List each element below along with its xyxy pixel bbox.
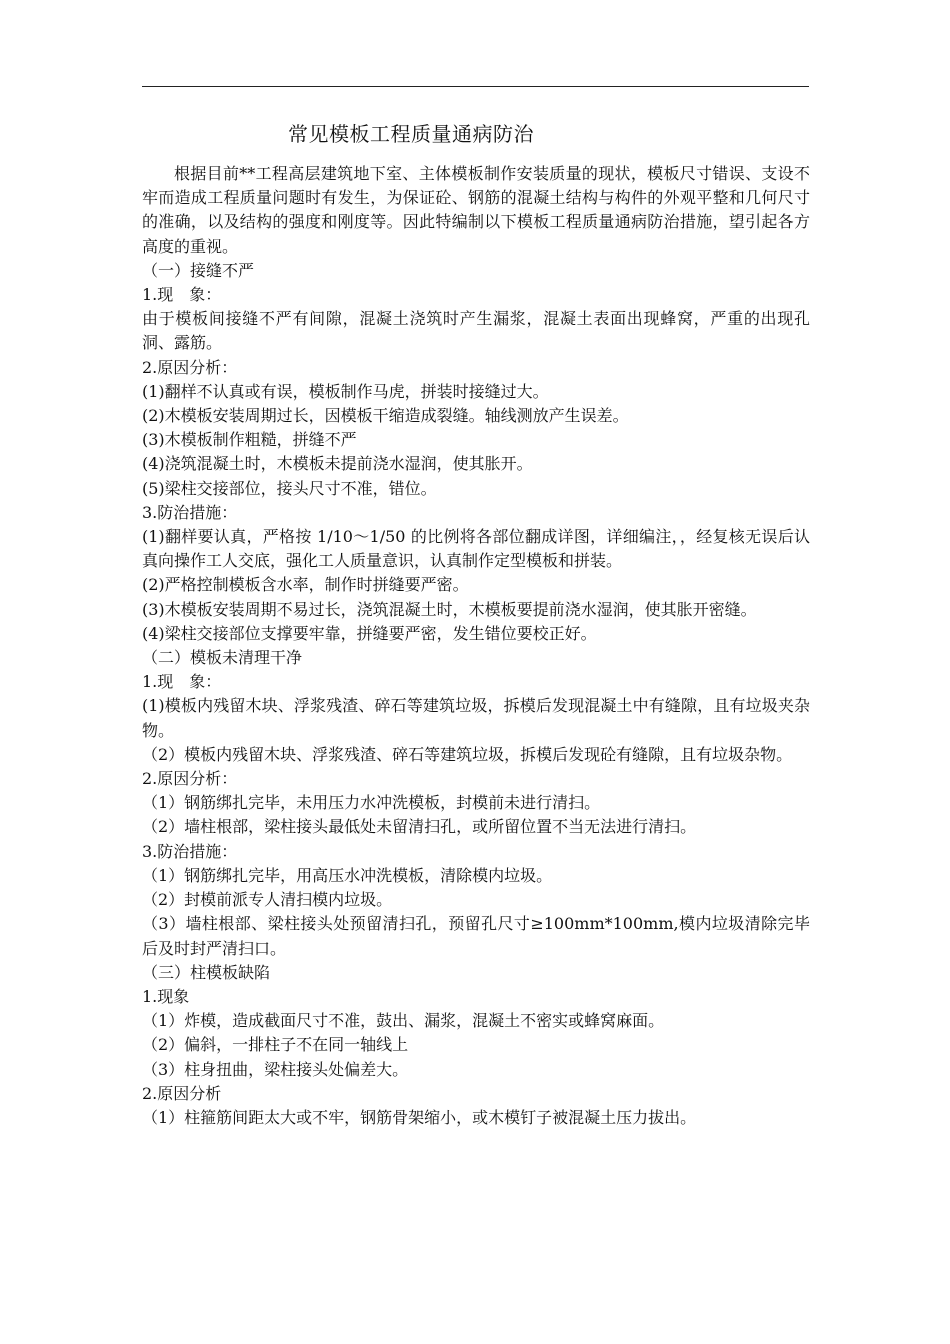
body-paragraph: (2)木模板安装周期过长，因模板干缩造成裂缝。轴线测放产生误差。 (142, 406, 629, 426)
body-paragraph: 2.原因分析： (142, 357, 238, 377)
body-paragraph: 3.防治措施： (142, 502, 238, 522)
document-body (142, 162, 810, 1130)
body-paragraph: (1)模板内残留木块、浮浆残渣、碎石等建筑垃圾，拆模后发现混凝土中有缝隙，且有垃圾夹杂物。 (142, 696, 810, 740)
body-paragraph: 2.原因分析 (142, 1083, 222, 1103)
body-paragraph: （1）柱箍筋间距太大或不牢，钢筋骨架缩小，或木模钉子被混凝土压力拔出。 (142, 1107, 697, 1127)
intro-paragraph: 根据目前**工程高层建筑地下室、主体模板制作安装质量的现状，模板尺寸错误、支设不牢而造成工程质量问题时有发生，为保证砼、钢筋的混凝土结构与构件的外观平整和几何尺寸的准确，以及结构的强度和刚度等。因此特编制以下模板工程质量通病防治措施，望引起各方高度的重视。 (142, 164, 810, 256)
body-paragraph: 1.现象 (142, 986, 190, 1006)
body-paragraph: （3）墙柱根部、梁柱接头处预留清扫孔，预留孔尺寸≥100mm*100mm,模内垃圾清除完毕后及时封严清扫口。 (142, 914, 810, 958)
body-paragraph: （2）封模前派专人清扫模内垃圾。 (142, 890, 393, 910)
body-paragraph: (1)翻样要认真，严格按 1/10～1/50 的比例将各部位翻成详图，详细编注，，经复核无误后认真向操作工人交底，强化工人质量意识，认真制作定型模板和拼装。 (142, 527, 810, 571)
body-paragraph: 3.防治措施： (142, 841, 238, 861)
body-paragraph: (5)梁柱交接部位，接头尺寸不准，错位。 (142, 478, 437, 498)
body-paragraph: （3）柱身扭曲，梁柱接头处偏差大。 (142, 1059, 409, 1079)
body-paragraph: （1）钢筋绑扎完毕，未用压力水冲洗模板，封模前未进行清扫。 (142, 793, 601, 813)
section-heading: （三）柱模板缺陷 (142, 962, 271, 982)
body-paragraph: 2.原因分析： (142, 769, 238, 789)
body-paragraph: (3)木模板制作粗糙，拼缝不严 (142, 430, 357, 450)
body-paragraph: (2)严格控制模板含水率，制作时拼缝要严密。 (142, 575, 469, 595)
body-paragraph: 由于模板间接缝不严有间隙，混凝土浇筑时产生漏浆，混凝土表面出现蜂窝，严重的出现孔洞、露筋。 (142, 309, 810, 353)
body-paragraph: (1)翻样不认真或有误，模板制作马虎，拼装时接缝过大。 (142, 381, 549, 401)
body-paragraph: （2）墙柱根部，梁柱接头最低处未留清扫孔，或所留位置不当无法进行清扫。 (142, 817, 697, 837)
section-heading: （二）模板未清理干净 (142, 648, 303, 668)
body-paragraph: （2）偏斜，一排柱子不在同一轴线上 (142, 1035, 409, 1055)
section-heading: （一）接缝不严 (142, 260, 255, 280)
body-paragraph: 1.现 象： (142, 285, 222, 305)
body-paragraph: （1）炸模，造成截面尺寸不准，鼓出、漏浆，混凝土不密实或蜂窝麻面。 (142, 1011, 665, 1031)
body-paragraph: (4)浇筑混凝土时，木模板未提前浇水湿润，使其胀开。 (142, 454, 533, 474)
body-paragraph: 1.现 象： (142, 672, 222, 692)
body-paragraph: (4)梁柱交接部位支撑要牢靠，拼缝要严密，发生错位要校正好。 (142, 623, 597, 643)
document-title: 常见模板工程质量通病防治 (288, 122, 534, 146)
body-paragraph: （2）模板内残留木块、浮浆残渣、碎石等建筑垃圾，拆模后发现砼有缝隙，且有垃圾杂物。 (142, 744, 793, 764)
header-rule (142, 86, 809, 87)
body-paragraph: (3)木模板安装周期不易过长，浇筑混凝土时，木模板要提前浇水湿润，使其胀开密缝。 (142, 599, 757, 619)
body-paragraph: （1）钢筋绑扎完毕，用高压水冲洗模板，清除模内垃圾。 (142, 865, 553, 885)
